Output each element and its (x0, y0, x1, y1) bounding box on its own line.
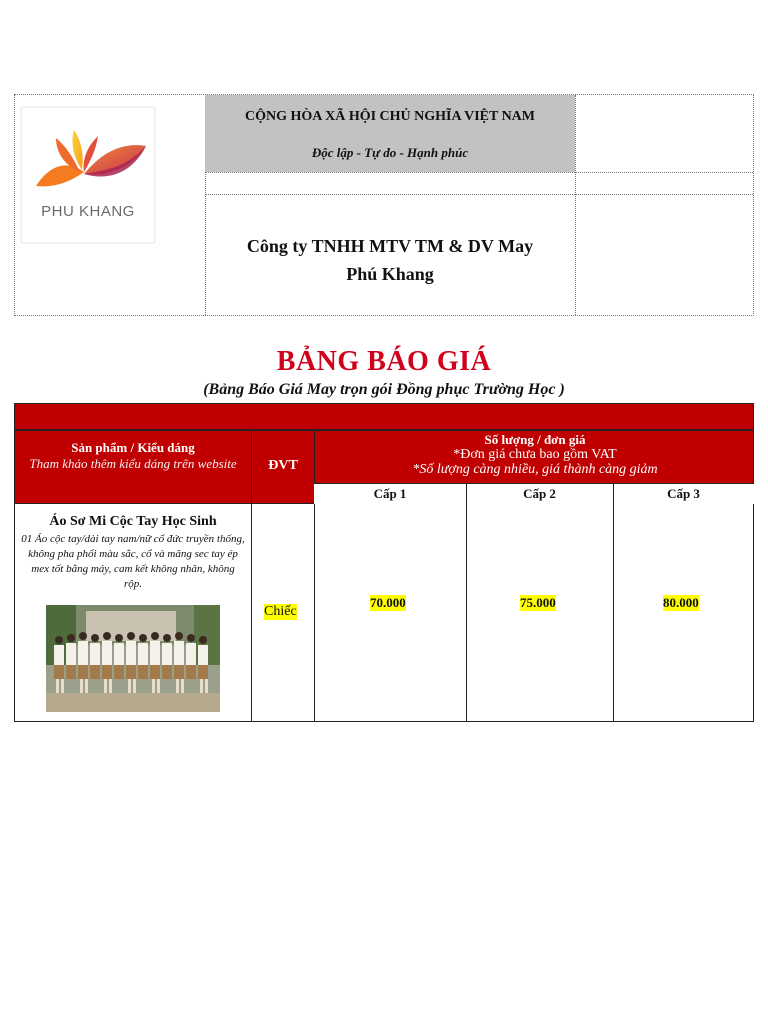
logo-text: PHU KHANG (41, 203, 135, 220)
column-header-volume-note: *Số lượng càng nhiều, giá thành càng giảm (412, 462, 658, 477)
lotus-logo-icon (22, 108, 154, 198)
column-header-unit: ĐVT (268, 458, 298, 473)
product-photo (46, 605, 220, 712)
column-header-product-note: Tham khảo thêm kiểu dáng trên website (29, 456, 237, 471)
document-subtitle: (Bảng Báo Giá May trọn gói Đồng phục Trường Học ) (203, 381, 565, 398)
national-header (205, 95, 575, 172)
national-motto: Độc lập - Tự do - Hạnh phúc (311, 145, 469, 160)
column-header-product (15, 440, 251, 472)
company-logo (21, 107, 155, 243)
column-header-product-label: Sản phẩm / Kiểu dáng (71, 440, 195, 455)
price-tier-1: 70.000 (370, 595, 406, 610)
tier-header-row (314, 483, 754, 505)
product-name: Áo Sơ Mi Cộc Tay Học Sinh (49, 514, 217, 529)
tier-header: Cấp 2 (523, 486, 556, 501)
column-header-vat-note: *Đơn giá chưa bao gồm VAT (453, 447, 617, 462)
company-name-line: Công ty TNHH MTV TM & DV May (246, 236, 534, 256)
document-title: BẢNG BÁO GIÁ (276, 346, 492, 377)
company-name-line: Phú Khang (346, 264, 434, 284)
table-row (14, 504, 754, 722)
students-photo-image (46, 605, 220, 712)
logo-cell (15, 95, 205, 315)
column-divider (613, 504, 614, 721)
column-divider (314, 504, 315, 721)
tier-header: Cấp 1 (373, 486, 407, 501)
table-header (14, 430, 754, 504)
table-title-band (14, 403, 754, 430)
price-tier-3: 80.000 (663, 595, 699, 610)
header-divider (575, 95, 576, 315)
header-rule (205, 172, 753, 173)
tier-header: Cấp 3 (667, 486, 700, 501)
national-title: CỘNG HÒA XÃ HỘI CHỦ NGHĨA VIỆT NAM (244, 109, 535, 124)
company-name (205, 195, 575, 315)
document-header (14, 94, 754, 316)
column-divider (466, 504, 467, 721)
column-header-quantity-label: Số lượng / đơn giá (484, 432, 586, 447)
price-tier-2: 75.000 (520, 595, 556, 610)
column-divider (251, 504, 252, 721)
product-description: 01 Áo cộc tay/dài tay nam/nữ cổ đức truyền thống, không pha phối màu sắc, cổ và măng sec tay ép mex tốt bằng máy, cam kết không nhăn, không rộp. (21, 533, 245, 590)
column-header-quantity (315, 431, 755, 477)
unit-cell: Chiếc (264, 604, 297, 619)
